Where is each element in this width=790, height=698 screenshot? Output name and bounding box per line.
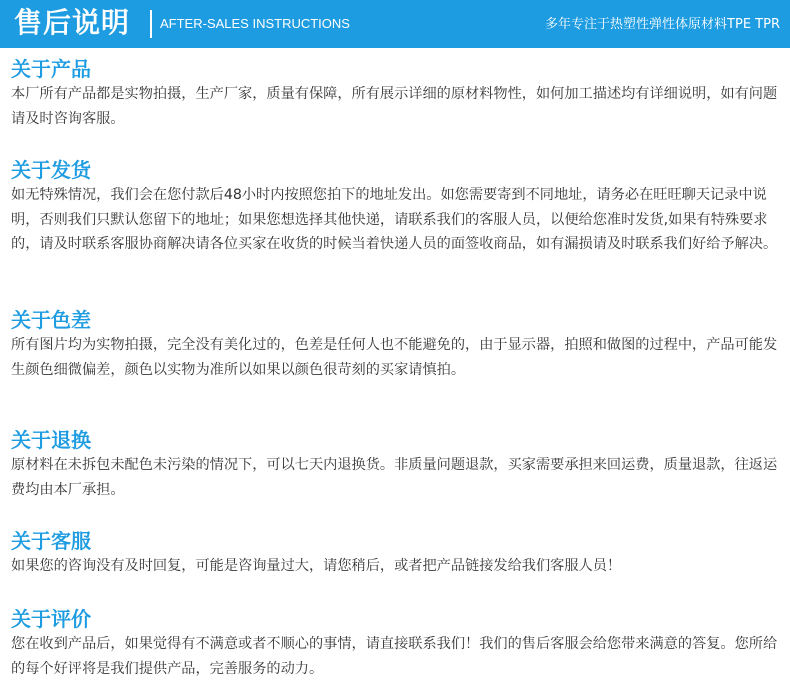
banner-divider xyxy=(150,10,152,38)
section-product xyxy=(11,56,781,131)
section-heading: 关于评价 xyxy=(11,607,91,631)
banner-subtitle: AFTER-SALES INSTRUCTIONS xyxy=(160,16,350,31)
section-body: 本厂所有产品都是实物拍摄，生产厂家，质量有保障，所有展示详细的原材料物性，如何加工描述均有详细说明，如有问题请及时咨询客服。 xyxy=(11,86,778,127)
section-heading: 关于客服 xyxy=(11,529,91,553)
section-body: 所有图片均为实物拍摄，完全没有美化过的，色差是任何人也不能避免的，由于显示器，拍照和做图的过程中，产品可能发生颜色细微偏差，颜色以实物为准所以如果以颜色很苛刻的买家请慎拍。 xyxy=(11,337,778,378)
section-heading: 关于产品 xyxy=(11,57,91,81)
section-customer-service xyxy=(11,528,781,579)
section-body: 您在收到产品后，如果觉得有不满意或者不顺心的事情，请直接联系我们！我们的售后客服会给您带来满意的答复。您所给的每个好评将是我们提供产品，完善服务的动力。 xyxy=(11,636,778,677)
section-returns xyxy=(11,427,781,502)
section-heading: 关于发货 xyxy=(11,158,91,182)
header-banner xyxy=(0,0,790,48)
banner-title: 售后说明 xyxy=(14,6,131,39)
section-body: 如果您的咨询没有及时回复，可能是咨询量过大，请您稍后，或者把产品链接发给我们客服人员！ xyxy=(11,558,622,574)
banner-tagline: 多年专注于热塑性弹性体原材料TPE TPR xyxy=(545,17,780,32)
section-body: 原材料在未拆包未配色未污染的情况下，可以七天内退换货。非质量问题退款，买家需要承担来回运费，质量退款，往返运费均由本厂承担。 xyxy=(11,457,778,498)
section-heading: 关于色差 xyxy=(11,308,91,332)
section-shipping xyxy=(11,157,781,257)
section-color-difference xyxy=(11,307,781,382)
section-body: 如无特殊情况，我们会在您付款后48小时内按照您拍下的地址发出。如您需要寄到不同地址，请务必在旺旺聊天记录中说明，否则我们只默认您留下的地址；如果您想选择其他快递，请联系我们的客服人员，以便给您准时发货,如果有特殊要求的，请及时联系客服协商解决请各位买家在收货的时候当着快递人员的面签收商品，如有漏损请及时联系我们好给予解决。 xyxy=(11,187,778,252)
section-heading: 关于退换 xyxy=(11,428,91,452)
section-reviews xyxy=(11,606,781,681)
